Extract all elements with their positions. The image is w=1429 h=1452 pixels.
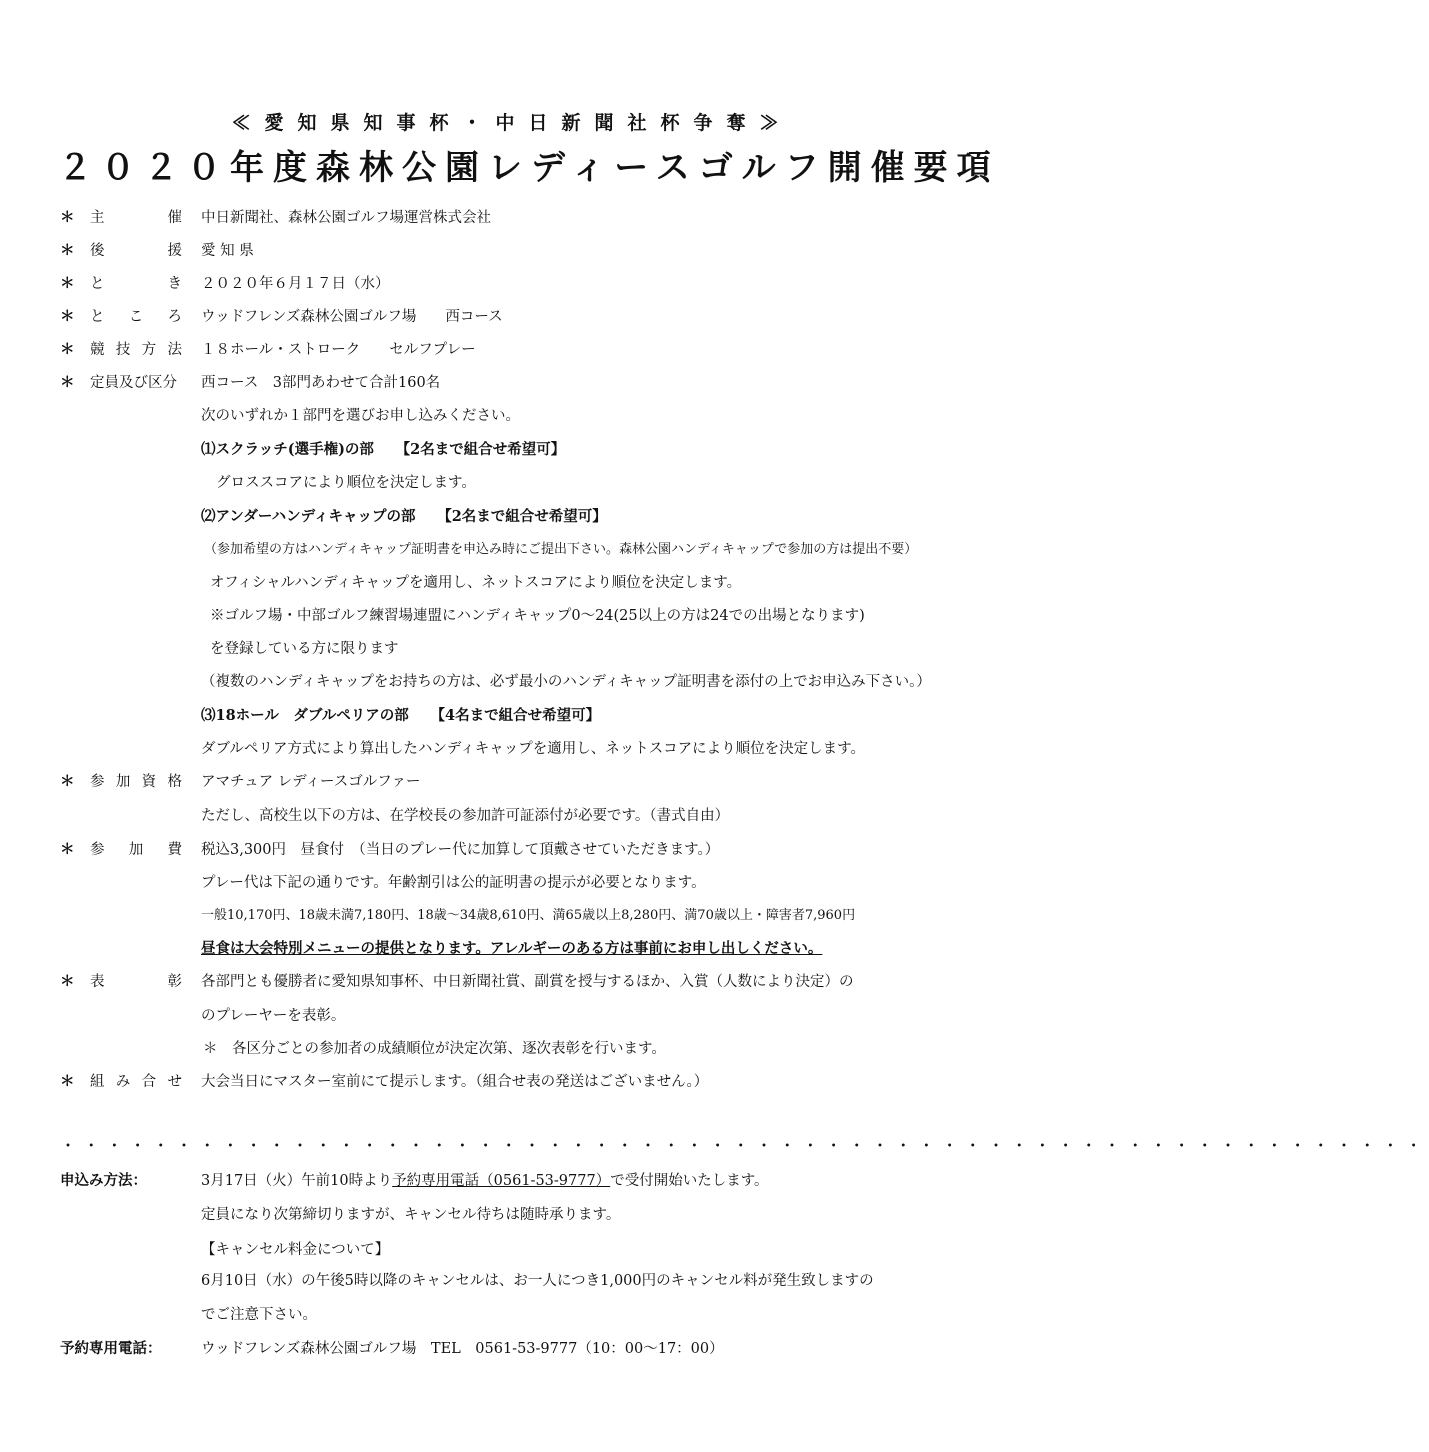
- cancel-title-row: [0, 1235, 1024, 1265]
- reservation-value: ウッドフレンズ森林公園ゴルフ場 TEL 0561-53-9777（10：00～17：00）: [201, 1341, 724, 1357]
- bullet-star: ＊: [60, 308, 75, 325]
- method-value: １８ホール・ストローク セルフプレー: [201, 342, 476, 358]
- cancel-line1-row: [0, 1266, 1024, 1296]
- method-row: [0, 335, 1024, 365]
- award-line2: のプレーヤーを表彰。: [201, 1008, 346, 1024]
- label-char: 後: [90, 243, 105, 259]
- bullet-star: ＊: [60, 374, 75, 391]
- label-char: ろ: [167, 309, 182, 325]
- fee-line2: 一般10,170円、18歳未満7,180円、18歳～34歳8,610円、満65歳以上8,280円、満70歳以上・障害者7,960円: [201, 908, 856, 923]
- division2-rule-row: [0, 601, 1024, 631]
- label-char: 方: [141, 342, 157, 358]
- label-char: 主: [90, 210, 105, 226]
- division3-desc: ダブルペリア方式により算出したハンディキャップを適用し、ネットスコアにより順位を決定します。: [201, 741, 865, 757]
- date-value: ２０２０年６月１７日（水）: [201, 276, 390, 292]
- division2-rule2: を登録している方に限ります: [210, 641, 399, 657]
- award-line3-row: [0, 1034, 1024, 1064]
- event-subtitle: ≪愛知県知事杯・中日新聞社杯争奪≫: [231, 112, 793, 134]
- organizer-row: [0, 203, 1024, 233]
- bullet-star: ＊: [60, 1073, 75, 1090]
- capacity-intro: 次のいずれか１部門を選びお申し込みください。: [201, 408, 520, 424]
- division2-title-row: [0, 502, 1024, 532]
- label-char: 組: [90, 1074, 105, 1090]
- fee-line2-row: [0, 901, 1024, 931]
- label-char: こ: [128, 309, 144, 325]
- place-value: ウッドフレンズ森林公園ゴルフ場 西コース: [201, 309, 503, 325]
- fee-line1-row: [0, 868, 1024, 898]
- label-char: 費: [167, 842, 182, 858]
- label-char: と: [90, 276, 105, 292]
- lunch-notice: 昼食は大会特別メニューの提供となります。アレルギーのある方は事前にお申し出しください。: [201, 940, 823, 957]
- date-label: [90, 269, 182, 299]
- label-char: せ: [167, 1074, 182, 1090]
- capacity-row: [0, 368, 1024, 398]
- method-label: [90, 335, 182, 365]
- division2-note: （参加希望の方はハンディキャップ証明書を申込み時にご提出下さい。森林公園ハンディキャップで参加の方は提出不要）: [204, 542, 918, 557]
- dotted-separator: ・・・・・・・・・・・・・・・・・・・・・・・・・・・・・・・・・・・・・・・・・・・・・・・・・・・・・・・・・・・: [60, 1136, 1429, 1155]
- fee-value: 税込3,300円 昼食付 （当日のプレー代に加算して頂戴させていただきます。）: [201, 842, 720, 858]
- award-row: [0, 967, 1024, 997]
- division2-rule: ※ゴルフ場・中部ゴルフ練習場連盟にハンディキャップ0～24(25以上の方は24での出場となります): [210, 608, 865, 624]
- label-char: 法: [167, 342, 182, 358]
- division2-desc-row: [0, 568, 1024, 598]
- eligibility-note: ただし、高校生以下の方は、在学校長の参加許可証添付が必要です。（書式自由）: [201, 808, 730, 824]
- division2-multi: （複数のハンディキャップをお持ちの方は、必ず最小のハンディキャップ証明書を添付の上でお申込み下さい。）: [201, 674, 931, 690]
- eligibility-row: [0, 767, 1024, 797]
- fee-row: [0, 835, 1024, 865]
- label-char: 参: [90, 842, 105, 858]
- label-char: 競: [90, 342, 105, 358]
- division3-desc-row: [0, 734, 1024, 764]
- label-char: き: [167, 276, 182, 292]
- bullet-star: ＊: [60, 841, 75, 858]
- place-label: [90, 302, 182, 332]
- division1-desc: グロススコアにより順位を決定します。: [216, 475, 476, 491]
- pairing-value: 大会当日にマスター室前にて提示します。（組合せ表の発送はございません。）: [201, 1074, 709, 1090]
- application-line1: [201, 1166, 769, 1196]
- application-line2-row: [0, 1200, 1024, 1230]
- division3-title-row: [0, 701, 1024, 731]
- place-row: [0, 302, 1024, 332]
- label-char: 参: [90, 774, 105, 790]
- bullet-star: ＊: [60, 242, 75, 259]
- award-line3: ＊ 各区分ごとの参加者の成績順位が決定次第、逐次表彰を行います。: [203, 1041, 666, 1057]
- division2-note-row: [0, 535, 1024, 565]
- label-char: 彰: [167, 974, 182, 990]
- award-label: [90, 967, 182, 997]
- cancel-line2: でご注意下さい。: [201, 1307, 317, 1323]
- support-value: 愛 知 県: [201, 243, 254, 259]
- award-value: 各部門とも優勝者に愛知県知事杯、中日新聞社賞、副賞を授与するほか、入賞（人数により決定）の: [201, 974, 854, 990]
- eligibility-note-row: [0, 801, 1024, 831]
- application-line1-pre: 3月17日（火）午前10時より: [201, 1173, 393, 1189]
- application-line2: 定員になり次第締切りますが、キャンセル待ちは随時承ります。: [201, 1207, 621, 1223]
- cancel-title: 【キャンセル料金について】: [201, 1242, 390, 1258]
- fee-line1: プレー代は下記の通りです。年齢割引は公的証明書の提示が必要となります。: [201, 875, 706, 891]
- support-label: [90, 236, 182, 266]
- application-label: 申込み方法：: [60, 1172, 147, 1189]
- bullet-star: ＊: [60, 209, 75, 226]
- label-char: と: [90, 309, 105, 325]
- division1-title-row: [0, 435, 1024, 465]
- label-char: 技: [115, 342, 131, 358]
- reservation-row: [0, 1334, 1024, 1364]
- organizer-label: [90, 203, 182, 233]
- division2-desc: オフィシャルハンディキャップを適用し、ネットスコアにより順位を決定します。: [210, 575, 742, 591]
- award-line2-row: [0, 1001, 1024, 1031]
- label-char: 援: [167, 243, 182, 259]
- division1-desc-row: [0, 468, 1024, 498]
- application-row: [0, 1166, 1024, 1196]
- bullet-star: ＊: [60, 773, 75, 790]
- division2-rule2-row: [0, 634, 1024, 664]
- date-row: [0, 269, 1024, 299]
- pairing-label: [90, 1067, 182, 1097]
- division2-multi-row: [0, 667, 1024, 697]
- pairing-row: [0, 1067, 1024, 1097]
- label-char: 表: [90, 974, 105, 990]
- capacity-value: 西コース 3部門あわせて合計160名: [201, 375, 441, 391]
- application-line1-post: で受付開始いたします。: [610, 1173, 769, 1189]
- label-char: 催: [167, 210, 182, 226]
- event-title: ２０２０年度森林公園レディースゴルフ開催要項: [58, 148, 1000, 188]
- bullet-star: ＊: [60, 275, 75, 292]
- label-text: 定員及び区分: [90, 375, 177, 391]
- division1-title: ⑴スクラッチ(選手権)の部 【2名まで組合せ希望可】: [201, 441, 566, 458]
- fee-label: [90, 835, 182, 865]
- division2-title: ⑵アンダーハンディキャップの部 【2名まで組合せ希望可】: [201, 508, 607, 525]
- fee-line3-row: [0, 934, 1024, 964]
- cancel-line2-row: [0, 1300, 1024, 1330]
- label-char: み: [115, 1074, 131, 1090]
- eligibility-label: [90, 767, 182, 797]
- organizer-value: 中日新聞社、森林公園ゴルフ場運営株式会社: [201, 210, 491, 226]
- bullet-star: ＊: [60, 341, 75, 358]
- reservation-phone-link[interactable]: 予約専用電話（0561-53-9777）: [392, 1173, 611, 1189]
- label-char: 加: [115, 774, 131, 790]
- label-char: 加: [128, 842, 144, 858]
- label-char: 資: [141, 774, 157, 790]
- cancel-line1: 6月10日（水）の午後5時以降のキャンセルは、お一人につき1,000円のキャンセル料が発生致しますの: [201, 1273, 874, 1289]
- reservation-label: 予約専用電話：: [60, 1340, 162, 1357]
- capacity-intro-row: [0, 401, 1024, 431]
- eligibility-value: アマチュア レディースゴルファー: [201, 774, 421, 790]
- label-char: 合: [141, 1074, 157, 1090]
- division3-title: ⑶18ホール ダブルペリアの部 【4名まで組合せ希望可】: [201, 707, 601, 724]
- support-row: [0, 236, 1024, 266]
- capacity-label: [90, 368, 182, 398]
- bullet-star: ＊: [60, 973, 75, 990]
- label-char: 格: [167, 774, 182, 790]
